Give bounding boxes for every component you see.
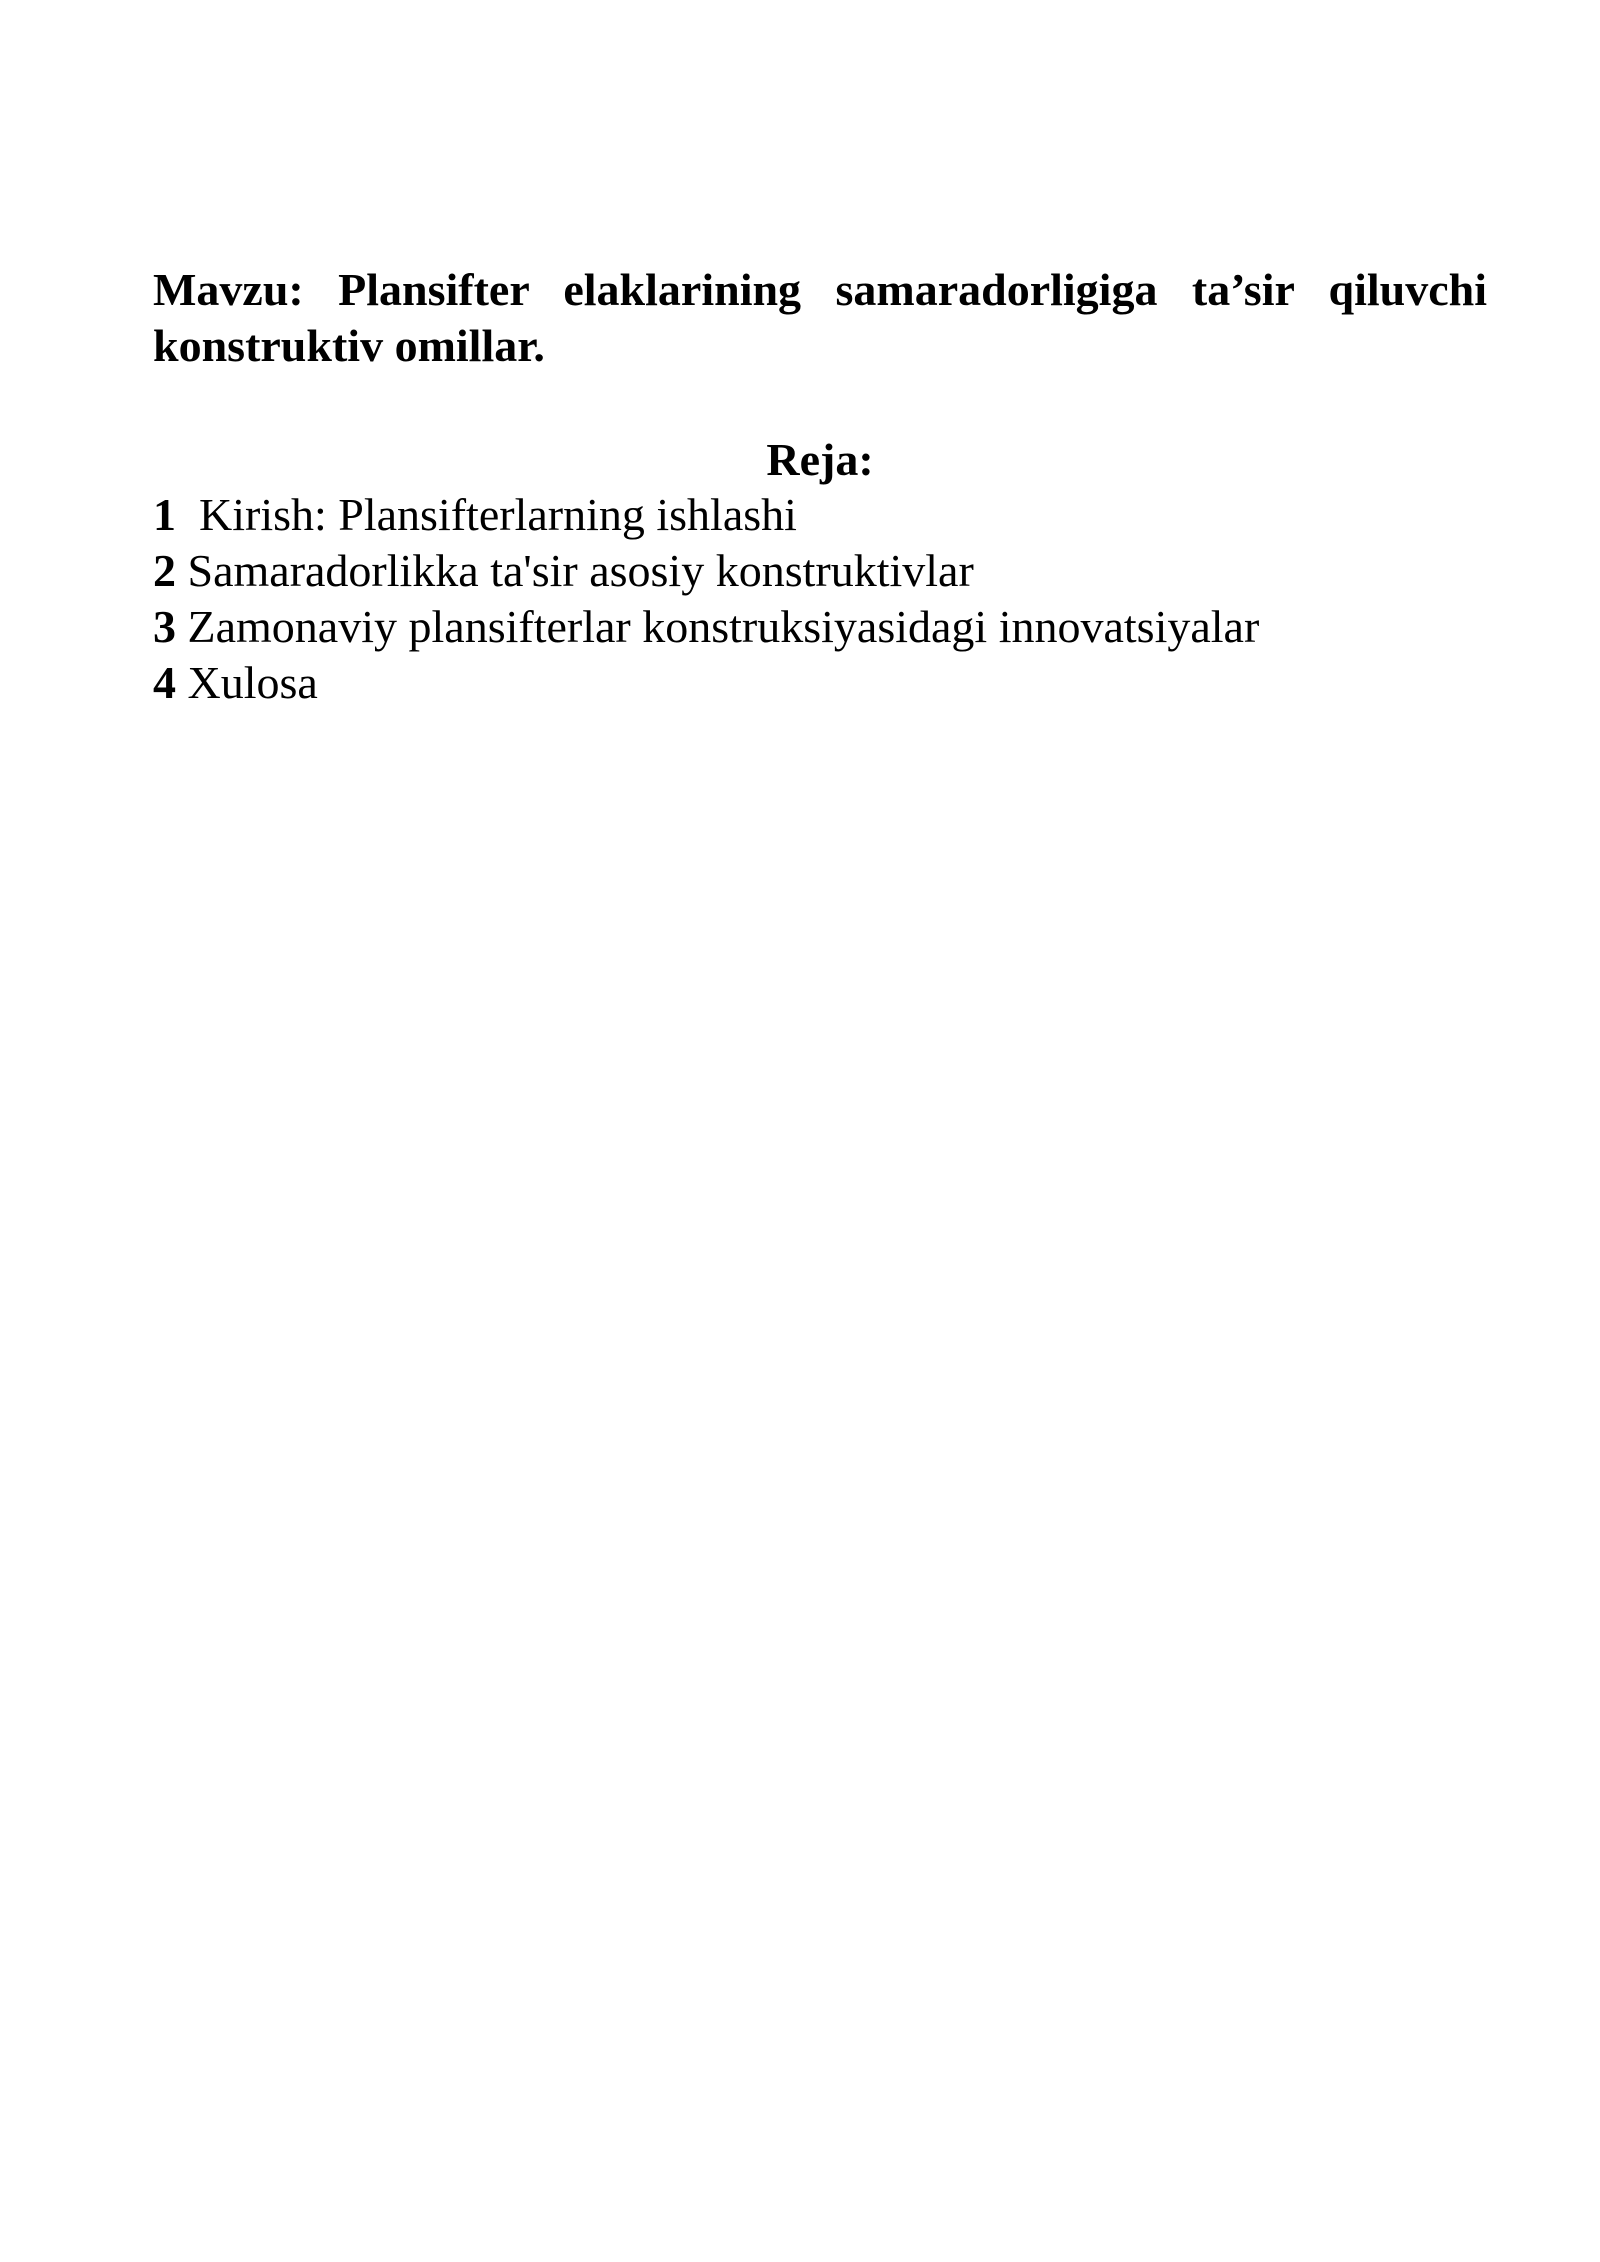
plan-item-text: Kirish: Plansifterlarning ishlashi [199, 489, 797, 540]
plan-item-text: Samaradorlikka ta'sir asosiy konstruktivlar [187, 545, 974, 596]
plan-item-1 [153, 487, 1259, 543]
plan-item-number: 4 [153, 657, 176, 708]
plan-item-number: 3 [153, 601, 176, 652]
plan-list [153, 487, 1259, 711]
plan-heading: Reja: [766, 434, 874, 485]
document-title-line-1: Mavzu: Plansifter elaklarining samaradorligiga ta’sir qiluvchi [153, 264, 1487, 315]
plan-item-text: Xulosa [187, 657, 318, 708]
plan-item-3 [153, 599, 1259, 655]
plan-item-4 [153, 655, 1259, 711]
document-title-line-2: konstruktiv omillar. [153, 320, 545, 371]
plan-item-number: 2 [153, 545, 176, 596]
plan-item-2 [153, 543, 1259, 599]
document-title [153, 262, 1487, 374]
plan-item-text: Zamonaviy plansifterlar konstruksiyasidagi innovatsiyalar [187, 601, 1260, 652]
plan-item-number: 1 [153, 489, 176, 540]
